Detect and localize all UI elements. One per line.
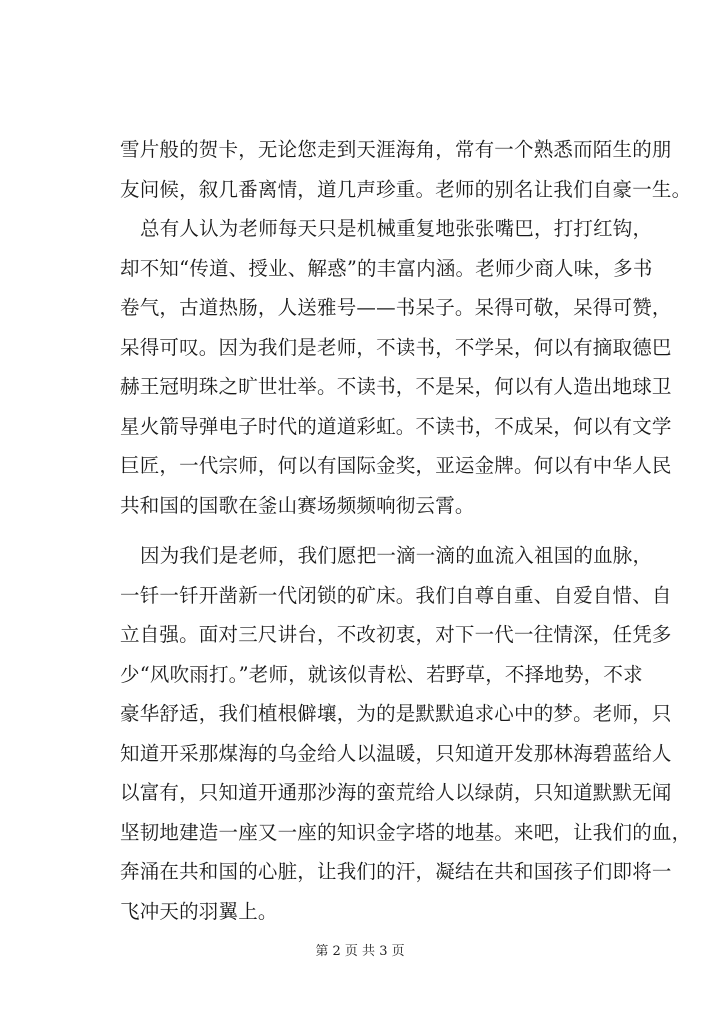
page-number: 第 2 页 共 3 页 — [315, 944, 405, 959]
text-line: 巨匠，一代宗师，何以有国际金奖，亚运金牌。何以有中华人民 — [120, 454, 672, 477]
text-line: 飞冲天的羽翼上。 — [120, 899, 278, 923]
text-line: 立自强。面对三尺讲台，不改初衷，对下一代一往情深，任凭多 — [120, 623, 672, 646]
page-footer — [0, 940, 720, 959]
text-line: 赫王冠明珠之旷世壮举。不读书，不是呆，何以有人造出地球卫 — [120, 375, 672, 398]
paragraph-3 — [120, 536, 692, 931]
text-line: 总有人认为老师每天只是机械重复地张张嘴巴，打打红钩， — [140, 217, 653, 240]
paragraph-1 — [120, 130, 692, 209]
text-line: 坚韧地建造一座又一座的知识金字塔的地基。来吧，让我们的血， — [120, 820, 692, 844]
text-line: 因为我们是老师，我们愿把一滴一滴的血流入祖国的血脉， — [140, 544, 653, 567]
text-line: 卷气，古道热肠，人送雅号——书呆子。呆得可敬，呆得可赞， — [120, 296, 672, 319]
text-line: 友问候，叙几番离情，道几声珍重。老师的别名让我们自豪一生。 — [120, 177, 692, 201]
text-line: 少“风吹雨打。”老师，就该似青松、若野草，不择地势，不求 — [120, 662, 643, 686]
text-line: 奔涌在共和国的心脏，让我们的汗，凝结在共和国孩子们即将一 — [120, 860, 672, 883]
text-line: 以富有，只知道开通那沙海的蛮荒给人以绿荫，只知道默默无闻 — [120, 781, 672, 804]
paragraph-2 — [120, 209, 672, 525]
text-line: 却不知“传道、授业、解惑”的丰富内涵。老师少商人味，多书 — [120, 256, 653, 280]
text-line: 呆得可叹。因为我们是老师，不读书，不学呆，何以有摘取德巴 — [120, 335, 672, 359]
text-line: 雪片般的贺卡，无论您走到天涯海角，常有一个熟悉而陌生的朋 — [120, 138, 672, 161]
text-line: 知道开采那煤海的乌金给人以温暖，只知道开发那林海碧蓝给人 — [120, 741, 672, 765]
text-line: 星火箭导弹电子时代的道道彩虹。不读书，不成呆，何以有文学 — [120, 414, 672, 438]
body-text — [120, 130, 692, 931]
text-line: 一钎一钎开凿新一代闭锁的矿床。我们自尊自重、自爱自惜、自 — [120, 583, 672, 607]
text-line: 共和国的国歌在釜山赛场频频响彻云霄。 — [120, 493, 475, 517]
text-line: 豪华舒适，我们植根僻壤，为的是默默追求心中的梦。老师，只 — [120, 702, 672, 725]
